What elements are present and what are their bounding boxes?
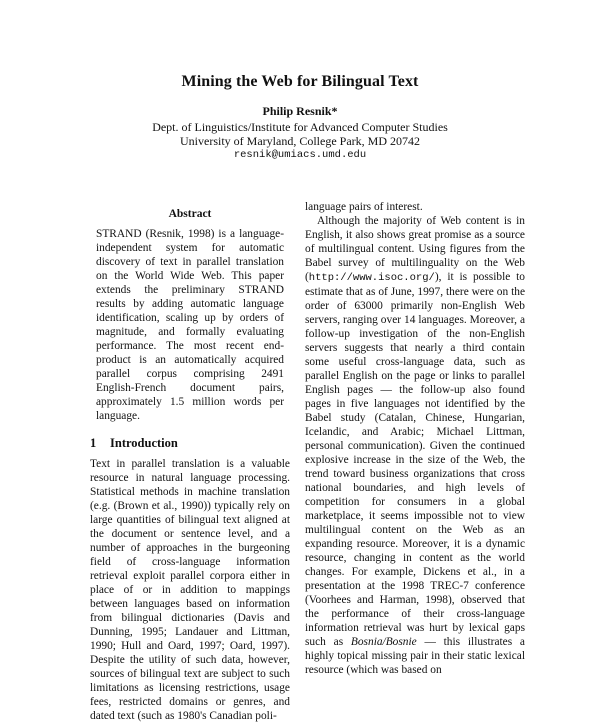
continuation-text: language pairs of interest. [305,201,423,213]
section-heading-introduction [90,436,290,450]
affiliation-line-1: Dept. of Linguistics/Institute for Advanced Computer Studies [152,120,448,134]
web-paragraph-part-3: — this illustrates a highly topical missing pair in their static lexical resource (which was based on [305,636,525,676]
abstract-section [90,227,290,423]
left-column [90,200,290,723]
paper-title: Mining the Web for Bilingual Text [181,73,419,90]
web-paragraph-part-1: Although the majority of Web content is in English, it also shows great promise as a source of multilingual content. Using figures from the Babel survey of multilinguality on the Web ( [305,215,525,283]
web-paragraph [305,214,525,677]
isoc-url-link[interactable]: http://www.isoc.org/ [308,272,435,284]
web-paragraph-part-2: ), it is possible to estimate that as of June, 1997, there were on the order of 63000 primarily non-English Web servers, ranging over 14 languages. Moreover, a follow-up investigation of the non-English servers suggests that nearly a third contain some useful cross-language data, such as parallel English on the page or links to parallel English pages — the follow-up also found pages in five languages not identified by the Babel study (Catalan, Chinese, Hungarian, Icelandic, and Arabic; Michael Littman, personal communication). Given the continued explosive increase in the size of the Web, the trend toward business organizations that cross national boundaries, and high levels of competition for consumers in a global marketplace, it seems impossible not to view multilingual content on the Web as an expanding resource. Moreover, it is a dynamic resource, changing in content as the world changes. For example, Dickens et al., in a presentation at the 1998 TREC-7 conference (Voorhees and Harman, 1998), observed that the performance of their cross-language information retrieval was hurt by lexical gaps such as [305,271,525,648]
right-column [305,200,525,677]
introduction-paragraph: Text in parallel translation is a valuable resource in natural language processing. Statistical methods in machine translation (e.g. (Brown et al., 1990)) typically rely on large quantities of bilingual text aligned at the document or sentence level, and a number of approaches in the burgeoning field of cross-language information retrieval exploit parallel corpora either in place of or in addition to mappings between languages based on information from bilingual dictionaries (Davis and Dunning, 1995; Landauer and Littman, 1990; Hull and Oard, 1997; Oard, 1997). Despite the utility of such data, however, sources of bilingual text are subject to such limitations as licensing restrictions, usage fees, restricted domains or genres, and dated text (such as 1980's Canadian poli- [90,458,290,722]
paper-author: Philip Resnik* [262,104,338,118]
author-email: resnik@umiacs.umd.edu [233,149,367,161]
abstract-text: STRAND (Resnik, 1998) is a language-independent system for automatic discovery of text in parallel translation on the World Wide Web. This paper extends the preliminary STRAND results by adding automatic language identification, scaling up by orders of magnitude, and formally evaluating performance. The most recent end-product is an automatically acquired parallel corpus comprising 2491 English-French document pairs, approximately 1.5 million words per language. [96,228,284,422]
abstract-heading: Abstract [168,208,212,220]
section-number: 1 [90,436,97,450]
italic-term: Bosnia/Bosnie [350,636,417,648]
section-title: Introduction [110,436,178,450]
affiliation-line-2: University of Maryland, College Park, MD 20742 [180,134,420,148]
